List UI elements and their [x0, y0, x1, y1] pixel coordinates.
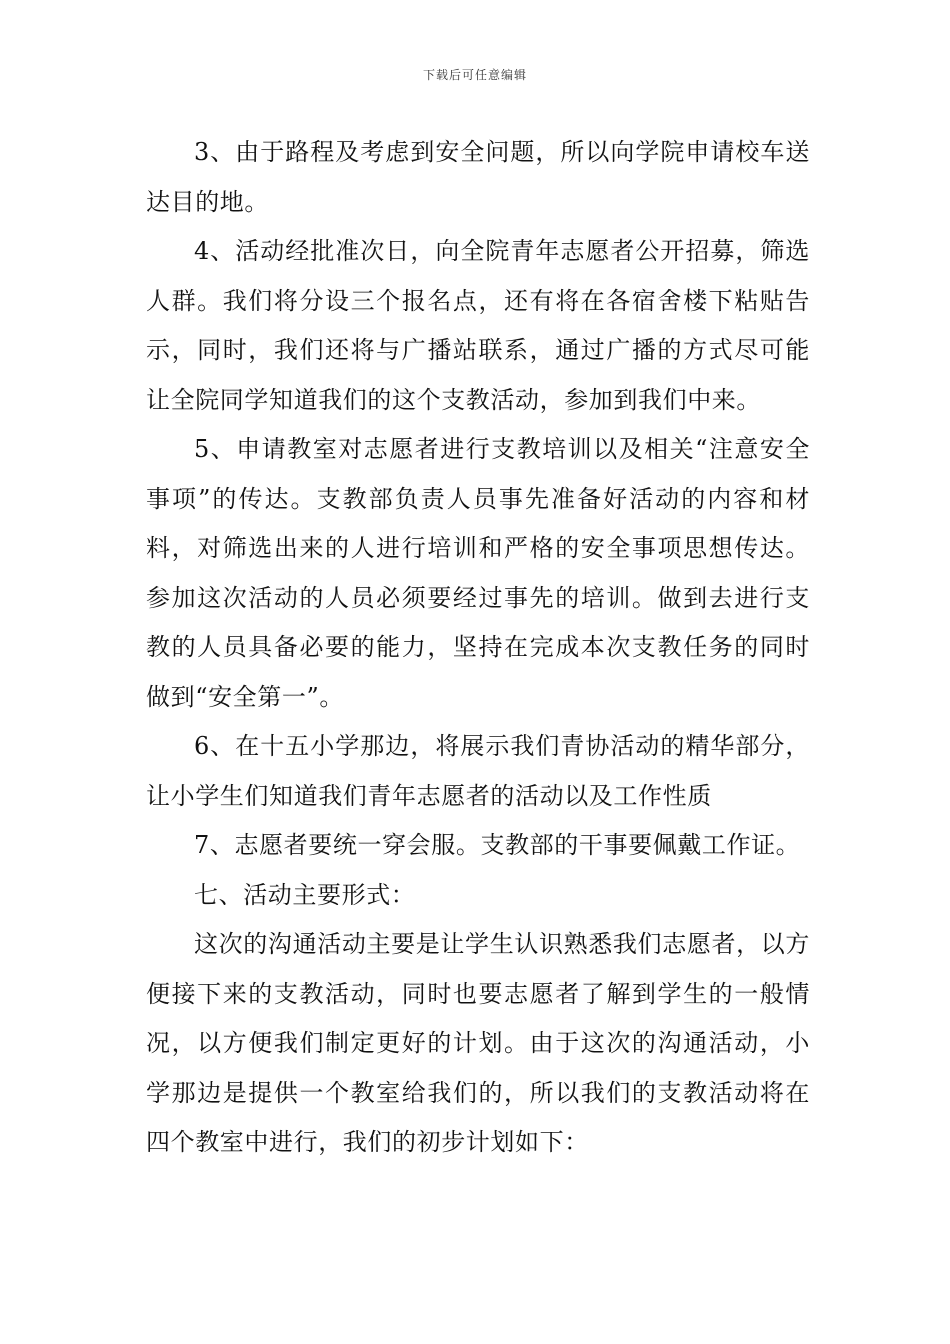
paragraph-item-6: 6、在十五小学那边，将展示我们青协活动的精华部分，让小学生们知道我们青年志愿者的活动以及工作性质 — [146, 732, 810, 810]
section-heading: 七、活动主要形式： — [194, 880, 416, 909]
paragraph-item-5: 5、申请教室对志愿者进行支教培训以及相关“注意安全事项”的传达。支教部负责人员事先准备好活动的内容和材料，对筛选出来的人进行培训和严格的安全事项思想传达。参加这次活动的人员必须要经过事先的培训。做到去进行支教的人员具备必要的能力，坚持在完成本次支教任务的同时做到“安全第一”。 — [146, 435, 810, 711]
paragraph-item-7: 7、志愿者要统一穿会服。支教部的干事要佩戴工作证。 — [194, 831, 801, 859]
page-header: 下载后可任意编辑 — [422, 68, 527, 82]
paragraph-item-3: 3、由于路程及考虑到安全问题，所以向学院申请校车送达目的地。 — [146, 138, 810, 216]
section-paragraph: 这次的沟通活动主要是让学生认识熟悉我们志愿者，以方便接下来的支教活动，同时也要志愿者了解到学生的一般情况，以方便我们制定更好的计划。由于这次的沟通活动，小学那边是提供一个教室给我们的，所以我们的支教活动将在四个教室中进行，我们的初步计划如下： — [146, 930, 810, 1156]
document-body — [146, 128, 810, 1168]
paragraph-item-4: 4、活动经批准次日，向全院青年志愿者公开招募，筛选人群。我们将分设三个报名点，还有将在各宿舍楼下粘贴告示，同时，我们还将与广播站联系，通过广播的方式尽可能让全院同学知道我们的这个支教活动，参加到我们中来。 — [146, 237, 810, 414]
